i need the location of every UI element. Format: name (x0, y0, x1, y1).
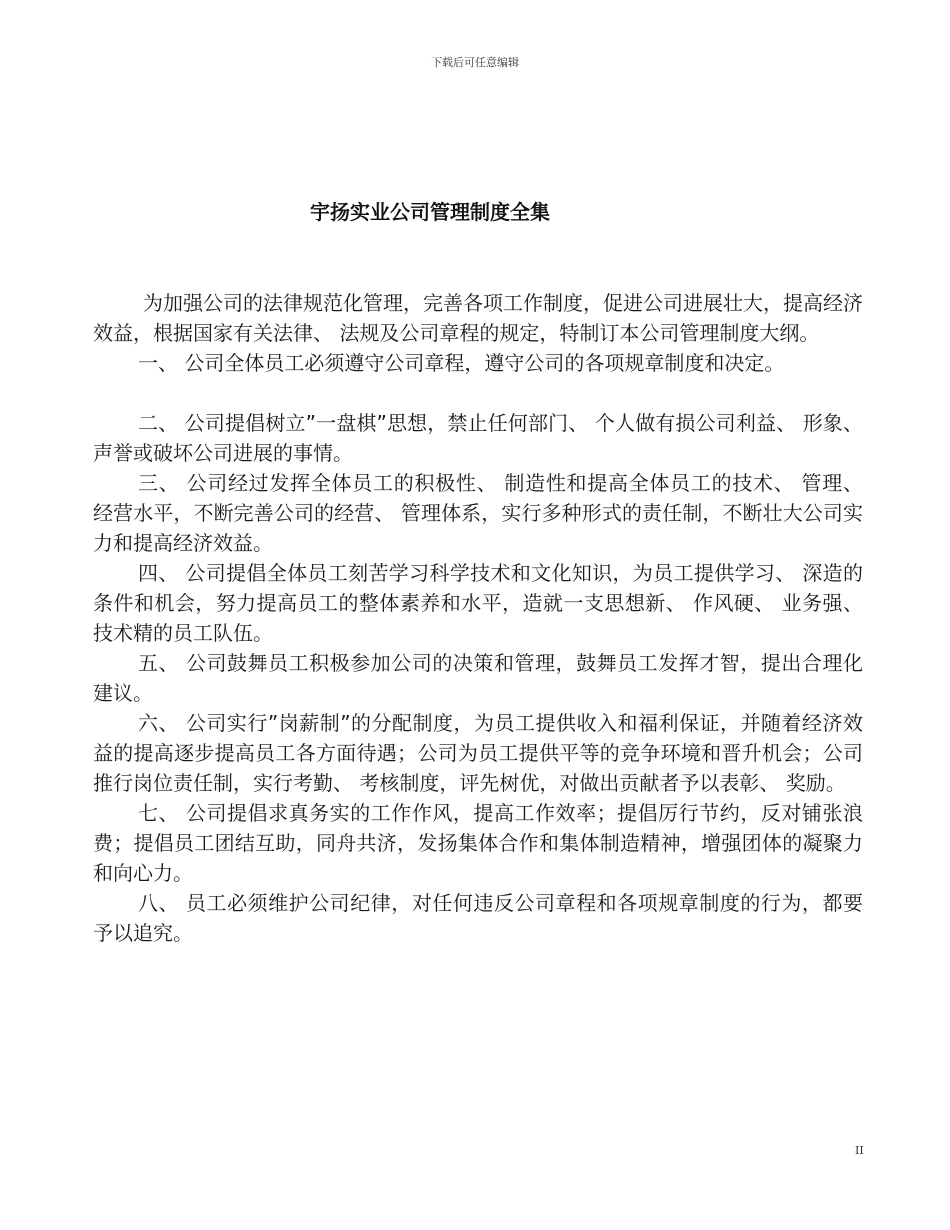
clause-5: 五、 公司鼓舞员工积极参加公司的决策和管理，鼓舞员工发挥才智，提出合理化建议。 (93, 651, 863, 705)
intro-paragraph: 为加强公司的法律规范化管理，完善各项工作制度，促进公司进展壮大，提高经济效益，根据国家有关法律、 法规及公司章程的规定，特制订本公司管理制度大纲。 (93, 291, 863, 345)
clause-1: 一、 公司全体员工必须遵守公司章程，遵守公司的各项规章制度和决定。 (138, 351, 785, 375)
clause-6: 六、 公司实行”岗薪制”的分配制度，为员工提供收入和福利保证，并随着经济效益的提高逐步提高员工各方面待遇；公司为员工提供平等的竞争环境和晋升机会；公司推行岗位责任制，实行考勤、 考核制度，评先树优，对做出贡献者予以表彰、 奖励。 (93, 711, 863, 795)
clause-3: 三、 公司经过发挥全体员工的积极性、 制造性和提高全体员工的技术、 管理、 经营水平，不断完善公司的经营、 管理体系，实行多种形式的责任制，不断壮大公司实力和提高经济效益。 (93, 471, 863, 555)
clause-8: 八、 员工必须维护公司纪律，对任何违反公司章程和各项规章制度的行为，都要予以追究。 (93, 891, 863, 945)
clause-7: 七、 公司提倡求真务实的工作作风，提高工作效率；提倡厉行节约，反对铺张浪费；提倡员工团结互助，同舟共济，发扬集体合作和集体制造精神，增强团体的凝聚力和向心力。 (93, 801, 863, 885)
header-note: 下载后可任意编辑 (431, 56, 519, 69)
document-title: 宇扬实业公司管理制度全集 (310, 200, 550, 224)
page-number: II (855, 1144, 864, 1157)
clause-2: 二、 公司提倡树立”一盘棋”思想，禁止任何部门、 个人做有损公司利益、 形象、 声誉或破坏公司进展的事情。 (93, 411, 863, 465)
document-body (93, 288, 863, 948)
clause-4: 四、 公司提倡全体员工刻苦学习科学技术和文化知识，为员工提供学习、 深造的条件和机会，努力提高员工的整体素养和水平，造就一支思想新、 作风硬、 业务强、 技术精的员工队伍。 (93, 561, 863, 645)
